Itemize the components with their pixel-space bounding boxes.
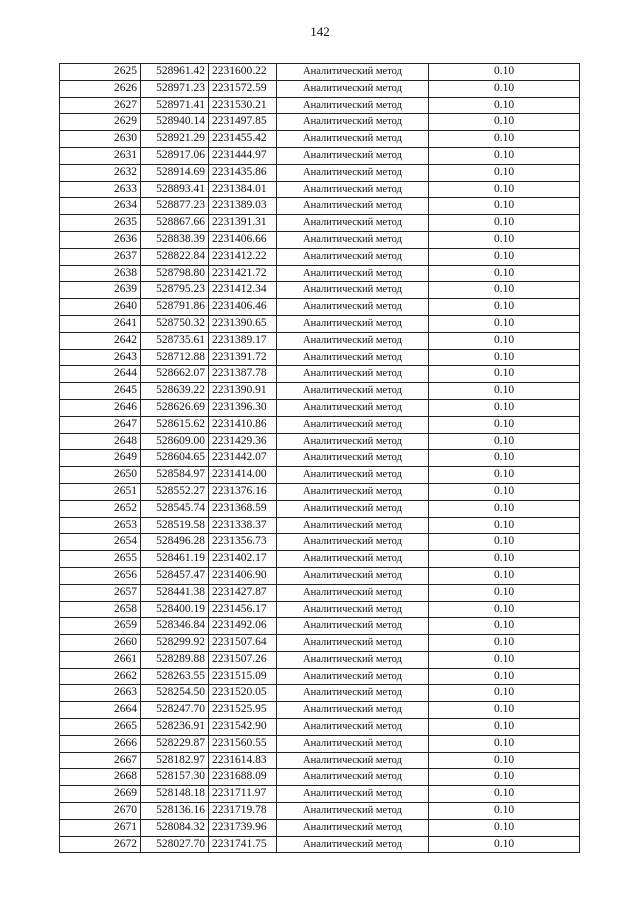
x-coordinate-cell: 528940.14 bbox=[141, 114, 209, 131]
table-row bbox=[60, 735, 580, 752]
accuracy-cell: 0.10 bbox=[429, 399, 580, 416]
x-coordinate-cell: 528877.23 bbox=[141, 198, 209, 215]
y-coordinate-cell: 2231391.31 bbox=[209, 215, 277, 232]
x-coordinate-cell: 528917.06 bbox=[141, 147, 209, 164]
y-coordinate-cell: 2231560.55 bbox=[209, 735, 277, 752]
table-row bbox=[60, 349, 580, 366]
point-number-cell: 2636 bbox=[60, 231, 141, 248]
point-number-cell: 2654 bbox=[60, 534, 141, 551]
x-coordinate-cell: 528893.41 bbox=[141, 181, 209, 198]
method-cell: Аналитический метод bbox=[277, 719, 429, 736]
point-number-cell: 2649 bbox=[60, 450, 141, 467]
x-coordinate-cell: 528182.97 bbox=[141, 752, 209, 769]
x-coordinate-cell: 528441.38 bbox=[141, 584, 209, 601]
point-number-cell: 2646 bbox=[60, 399, 141, 416]
method-cell: Аналитический метод bbox=[277, 299, 429, 316]
x-coordinate-cell: 528615.62 bbox=[141, 416, 209, 433]
y-coordinate-cell: 2231410.86 bbox=[209, 416, 277, 433]
x-coordinate-cell: 528584.97 bbox=[141, 467, 209, 484]
table-row bbox=[60, 551, 580, 568]
table-row bbox=[60, 567, 580, 584]
x-coordinate-cell: 528247.70 bbox=[141, 702, 209, 719]
point-number-cell: 2653 bbox=[60, 517, 141, 534]
y-coordinate-cell: 2231412.22 bbox=[209, 248, 277, 265]
accuracy-cell: 0.10 bbox=[429, 164, 580, 181]
point-number-cell: 2631 bbox=[60, 147, 141, 164]
x-coordinate-cell: 528921.29 bbox=[141, 131, 209, 148]
x-coordinate-cell: 528299.92 bbox=[141, 635, 209, 652]
table-row bbox=[60, 181, 580, 198]
accuracy-cell: 0.10 bbox=[429, 181, 580, 198]
y-coordinate-cell: 2231384.01 bbox=[209, 181, 277, 198]
table-row bbox=[60, 534, 580, 551]
accuracy-cell: 0.10 bbox=[429, 752, 580, 769]
method-cell: Аналитический метод bbox=[277, 618, 429, 635]
table-row bbox=[60, 147, 580, 164]
x-coordinate-cell: 528609.00 bbox=[141, 433, 209, 450]
x-coordinate-cell: 528822.84 bbox=[141, 248, 209, 265]
method-cell: Аналитический метод bbox=[277, 685, 429, 702]
y-coordinate-cell: 2231387.78 bbox=[209, 366, 277, 383]
y-coordinate-cell: 2231390.91 bbox=[209, 383, 277, 400]
table-row bbox=[60, 366, 580, 383]
table-row bbox=[60, 299, 580, 316]
table-row bbox=[60, 282, 580, 299]
table-row bbox=[60, 836, 580, 853]
point-number-cell: 2634 bbox=[60, 198, 141, 215]
method-cell: Аналитический метод bbox=[277, 517, 429, 534]
accuracy-cell: 0.10 bbox=[429, 685, 580, 702]
point-number-cell: 2637 bbox=[60, 248, 141, 265]
accuracy-cell: 0.10 bbox=[429, 114, 580, 131]
x-coordinate-cell: 528798.80 bbox=[141, 265, 209, 282]
accuracy-cell: 0.10 bbox=[429, 80, 580, 97]
point-number-cell: 2626 bbox=[60, 80, 141, 97]
point-number-cell: 2640 bbox=[60, 299, 141, 316]
y-coordinate-cell: 2231368.59 bbox=[209, 500, 277, 517]
accuracy-cell: 0.10 bbox=[429, 517, 580, 534]
y-coordinate-cell: 2231507.26 bbox=[209, 651, 277, 668]
table-row bbox=[60, 416, 580, 433]
table-row bbox=[60, 231, 580, 248]
y-coordinate-cell: 2231525.95 bbox=[209, 702, 277, 719]
point-number-cell: 2652 bbox=[60, 500, 141, 517]
accuracy-cell: 0.10 bbox=[429, 248, 580, 265]
table-row bbox=[60, 332, 580, 349]
method-cell: Аналитический метод bbox=[277, 131, 429, 148]
accuracy-cell: 0.10 bbox=[429, 786, 580, 803]
table-row bbox=[60, 702, 580, 719]
x-coordinate-cell: 528961.42 bbox=[141, 64, 209, 81]
y-coordinate-cell: 2231572.59 bbox=[209, 80, 277, 97]
y-coordinate-cell: 2231741.75 bbox=[209, 836, 277, 853]
table-row bbox=[60, 719, 580, 736]
method-cell: Аналитический метод bbox=[277, 567, 429, 584]
method-cell: Аналитический метод bbox=[277, 836, 429, 853]
method-cell: Аналитический метод bbox=[277, 248, 429, 265]
method-cell: Аналитический метод bbox=[277, 215, 429, 232]
x-coordinate-cell: 528626.69 bbox=[141, 399, 209, 416]
table-row bbox=[60, 433, 580, 450]
accuracy-cell: 0.10 bbox=[429, 366, 580, 383]
method-cell: Аналитический метод bbox=[277, 467, 429, 484]
method-cell: Аналитический метод bbox=[277, 735, 429, 752]
accuracy-cell: 0.10 bbox=[429, 836, 580, 853]
point-number-cell: 2656 bbox=[60, 567, 141, 584]
x-coordinate-cell: 528971.23 bbox=[141, 80, 209, 97]
table-row bbox=[60, 803, 580, 820]
x-coordinate-cell: 528867.66 bbox=[141, 215, 209, 232]
x-coordinate-cell: 528604.65 bbox=[141, 450, 209, 467]
point-number-cell: 2668 bbox=[60, 769, 141, 786]
method-cell: Аналитический метод bbox=[277, 383, 429, 400]
table-row bbox=[60, 198, 580, 215]
accuracy-cell: 0.10 bbox=[429, 584, 580, 601]
table-row bbox=[60, 752, 580, 769]
y-coordinate-cell: 2231455.42 bbox=[209, 131, 277, 148]
accuracy-cell: 0.10 bbox=[429, 282, 580, 299]
table-row bbox=[60, 786, 580, 803]
accuracy-cell: 0.10 bbox=[429, 231, 580, 248]
accuracy-cell: 0.10 bbox=[429, 198, 580, 215]
accuracy-cell: 0.10 bbox=[429, 601, 580, 618]
method-cell: Аналитический метод bbox=[277, 803, 429, 820]
method-cell: Аналитический метод bbox=[277, 164, 429, 181]
x-coordinate-cell: 528552.27 bbox=[141, 483, 209, 500]
point-number-cell: 2670 bbox=[60, 803, 141, 820]
y-coordinate-cell: 2231402.17 bbox=[209, 551, 277, 568]
x-coordinate-cell: 528712.88 bbox=[141, 349, 209, 366]
accuracy-cell: 0.10 bbox=[429, 567, 580, 584]
point-number-cell: 2671 bbox=[60, 819, 141, 836]
y-coordinate-cell: 2231396.30 bbox=[209, 399, 277, 416]
table-row bbox=[60, 651, 580, 668]
table-row bbox=[60, 114, 580, 131]
method-cell: Аналитический метод bbox=[277, 651, 429, 668]
y-coordinate-cell: 2231719.78 bbox=[209, 803, 277, 820]
y-coordinate-cell: 2231338.37 bbox=[209, 517, 277, 534]
table-row bbox=[60, 215, 580, 232]
y-coordinate-cell: 2231492.06 bbox=[209, 618, 277, 635]
x-coordinate-cell: 528236.91 bbox=[141, 719, 209, 736]
y-coordinate-cell: 2231412.34 bbox=[209, 282, 277, 299]
method-cell: Аналитический метод bbox=[277, 416, 429, 433]
point-number-cell: 2630 bbox=[60, 131, 141, 148]
method-cell: Аналитический метод bbox=[277, 366, 429, 383]
x-coordinate-cell: 528639.22 bbox=[141, 383, 209, 400]
point-number-cell: 2657 bbox=[60, 584, 141, 601]
table-row bbox=[60, 769, 580, 786]
accuracy-cell: 0.10 bbox=[429, 215, 580, 232]
accuracy-cell: 0.10 bbox=[429, 719, 580, 736]
point-number-cell: 2643 bbox=[60, 349, 141, 366]
method-cell: Аналитический метод bbox=[277, 601, 429, 618]
accuracy-cell: 0.10 bbox=[429, 735, 580, 752]
table-row bbox=[60, 131, 580, 148]
point-number-cell: 2645 bbox=[60, 383, 141, 400]
point-number-cell: 2625 bbox=[60, 64, 141, 81]
method-cell: Аналитический метод bbox=[277, 786, 429, 803]
method-cell: Аналитический метод bbox=[277, 332, 429, 349]
accuracy-cell: 0.10 bbox=[429, 551, 580, 568]
method-cell: Аналитический метод bbox=[277, 147, 429, 164]
y-coordinate-cell: 2231444.97 bbox=[209, 147, 277, 164]
y-coordinate-cell: 2231391.72 bbox=[209, 349, 277, 366]
accuracy-cell: 0.10 bbox=[429, 299, 580, 316]
point-number-cell: 2641 bbox=[60, 315, 141, 332]
x-coordinate-cell: 528914.69 bbox=[141, 164, 209, 181]
point-number-cell: 2639 bbox=[60, 282, 141, 299]
point-number-cell: 2647 bbox=[60, 416, 141, 433]
y-coordinate-cell: 2231442.07 bbox=[209, 450, 277, 467]
point-number-cell: 2633 bbox=[60, 181, 141, 198]
table-row bbox=[60, 450, 580, 467]
x-coordinate-cell: 528289.88 bbox=[141, 651, 209, 668]
method-cell: Аналитический метод bbox=[277, 114, 429, 131]
method-cell: Аналитический метод bbox=[277, 315, 429, 332]
x-coordinate-cell: 528229.87 bbox=[141, 735, 209, 752]
table-row bbox=[60, 618, 580, 635]
accuracy-cell: 0.10 bbox=[429, 500, 580, 517]
method-cell: Аналитический метод bbox=[277, 181, 429, 198]
method-cell: Аналитический метод bbox=[277, 450, 429, 467]
y-coordinate-cell: 2231456.17 bbox=[209, 601, 277, 618]
method-cell: Аналитический метод bbox=[277, 702, 429, 719]
y-coordinate-cell: 2231739.96 bbox=[209, 819, 277, 836]
table-row bbox=[60, 635, 580, 652]
point-number-cell: 2660 bbox=[60, 635, 141, 652]
method-cell: Аналитический метод bbox=[277, 97, 429, 114]
y-coordinate-cell: 2231414.00 bbox=[209, 467, 277, 484]
table-row bbox=[60, 64, 580, 81]
x-coordinate-cell: 528027.70 bbox=[141, 836, 209, 853]
y-coordinate-cell: 2231427.87 bbox=[209, 584, 277, 601]
table-row bbox=[60, 315, 580, 332]
coordinates-table-body bbox=[60, 64, 580, 853]
method-cell: Аналитический метод bbox=[277, 231, 429, 248]
accuracy-cell: 0.10 bbox=[429, 651, 580, 668]
method-cell: Аналитический метод bbox=[277, 819, 429, 836]
table-row bbox=[60, 601, 580, 618]
method-cell: Аналитический метод bbox=[277, 635, 429, 652]
point-number-cell: 2655 bbox=[60, 551, 141, 568]
method-cell: Аналитический метод bbox=[277, 534, 429, 551]
x-coordinate-cell: 528791.86 bbox=[141, 299, 209, 316]
table-row bbox=[60, 685, 580, 702]
y-coordinate-cell: 2231507.64 bbox=[209, 635, 277, 652]
accuracy-cell: 0.10 bbox=[429, 97, 580, 114]
x-coordinate-cell: 528545.74 bbox=[141, 500, 209, 517]
method-cell: Аналитический метод bbox=[277, 668, 429, 685]
y-coordinate-cell: 2231600.22 bbox=[209, 64, 277, 81]
table-row bbox=[60, 164, 580, 181]
point-number-cell: 2644 bbox=[60, 366, 141, 383]
y-coordinate-cell: 2231688.09 bbox=[209, 769, 277, 786]
table-row bbox=[60, 80, 580, 97]
point-number-cell: 2627 bbox=[60, 97, 141, 114]
accuracy-cell: 0.10 bbox=[429, 769, 580, 786]
y-coordinate-cell: 2231515.09 bbox=[209, 668, 277, 685]
x-coordinate-cell: 528838.39 bbox=[141, 231, 209, 248]
point-number-cell: 2661 bbox=[60, 651, 141, 668]
accuracy-cell: 0.10 bbox=[429, 383, 580, 400]
y-coordinate-cell: 2231376.16 bbox=[209, 483, 277, 500]
method-cell: Аналитический метод bbox=[277, 399, 429, 416]
accuracy-cell: 0.10 bbox=[429, 265, 580, 282]
table-row bbox=[60, 500, 580, 517]
page-number: 142 bbox=[310, 24, 330, 39]
method-cell: Аналитический метод bbox=[277, 584, 429, 601]
point-number-cell: 2650 bbox=[60, 467, 141, 484]
accuracy-cell: 0.10 bbox=[429, 668, 580, 685]
method-cell: Аналитический метод bbox=[277, 64, 429, 81]
table-row bbox=[60, 517, 580, 534]
x-coordinate-cell: 528971.41 bbox=[141, 97, 209, 114]
point-number-cell: 2651 bbox=[60, 483, 141, 500]
accuracy-cell: 0.10 bbox=[429, 534, 580, 551]
x-coordinate-cell: 528263.55 bbox=[141, 668, 209, 685]
point-number-cell: 2672 bbox=[60, 836, 141, 853]
accuracy-cell: 0.10 bbox=[429, 433, 580, 450]
x-coordinate-cell: 528254.50 bbox=[141, 685, 209, 702]
point-number-cell: 2638 bbox=[60, 265, 141, 282]
table-row bbox=[60, 399, 580, 416]
table-row bbox=[60, 248, 580, 265]
point-number-cell: 2669 bbox=[60, 786, 141, 803]
table-row bbox=[60, 467, 580, 484]
accuracy-cell: 0.10 bbox=[429, 803, 580, 820]
accuracy-cell: 0.10 bbox=[429, 349, 580, 366]
table-row bbox=[60, 265, 580, 282]
method-cell: Аналитический метод bbox=[277, 349, 429, 366]
point-number-cell: 2648 bbox=[60, 433, 141, 450]
y-coordinate-cell: 2231711.97 bbox=[209, 786, 277, 803]
point-number-cell: 2635 bbox=[60, 215, 141, 232]
accuracy-cell: 0.10 bbox=[429, 450, 580, 467]
x-coordinate-cell: 528461.19 bbox=[141, 551, 209, 568]
y-coordinate-cell: 2231421.72 bbox=[209, 265, 277, 282]
accuracy-cell: 0.10 bbox=[429, 315, 580, 332]
y-coordinate-cell: 2231406.90 bbox=[209, 567, 277, 584]
y-coordinate-cell: 2231389.17 bbox=[209, 332, 277, 349]
y-coordinate-cell: 2231390.65 bbox=[209, 315, 277, 332]
table-row bbox=[60, 668, 580, 685]
x-coordinate-cell: 528735.61 bbox=[141, 332, 209, 349]
x-coordinate-cell: 528157.30 bbox=[141, 769, 209, 786]
point-number-cell: 2665 bbox=[60, 719, 141, 736]
table-row bbox=[60, 483, 580, 500]
method-cell: Аналитический метод bbox=[277, 752, 429, 769]
accuracy-cell: 0.10 bbox=[429, 131, 580, 148]
accuracy-cell: 0.10 bbox=[429, 618, 580, 635]
point-number-cell: 2666 bbox=[60, 735, 141, 752]
y-coordinate-cell: 2231520.05 bbox=[209, 685, 277, 702]
table-row bbox=[60, 97, 580, 114]
accuracy-cell: 0.10 bbox=[429, 819, 580, 836]
method-cell: Аналитический метод bbox=[277, 282, 429, 299]
table-row bbox=[60, 584, 580, 601]
point-number-cell: 2667 bbox=[60, 752, 141, 769]
y-coordinate-cell: 2231497.85 bbox=[209, 114, 277, 131]
method-cell: Аналитический метод bbox=[277, 769, 429, 786]
method-cell: Аналитический метод bbox=[277, 551, 429, 568]
method-cell: Аналитический метод bbox=[277, 500, 429, 517]
point-number-cell: 2662 bbox=[60, 668, 141, 685]
x-coordinate-cell: 528519.58 bbox=[141, 517, 209, 534]
coordinates-table bbox=[59, 63, 580, 853]
x-coordinate-cell: 528457.47 bbox=[141, 567, 209, 584]
method-cell: Аналитический метод bbox=[277, 265, 429, 282]
table-row bbox=[60, 819, 580, 836]
y-coordinate-cell: 2231406.46 bbox=[209, 299, 277, 316]
point-number-cell: 2663 bbox=[60, 685, 141, 702]
y-coordinate-cell: 2231435.86 bbox=[209, 164, 277, 181]
x-coordinate-cell: 528750.32 bbox=[141, 315, 209, 332]
point-number-cell: 2664 bbox=[60, 702, 141, 719]
table-row bbox=[60, 383, 580, 400]
x-coordinate-cell: 528136.16 bbox=[141, 803, 209, 820]
accuracy-cell: 0.10 bbox=[429, 332, 580, 349]
accuracy-cell: 0.10 bbox=[429, 483, 580, 500]
accuracy-cell: 0.10 bbox=[429, 467, 580, 484]
point-number-cell: 2629 bbox=[60, 114, 141, 131]
y-coordinate-cell: 2231530.21 bbox=[209, 97, 277, 114]
point-number-cell: 2632 bbox=[60, 164, 141, 181]
x-coordinate-cell: 528795.23 bbox=[141, 282, 209, 299]
x-coordinate-cell: 528148.18 bbox=[141, 786, 209, 803]
x-coordinate-cell: 528496.28 bbox=[141, 534, 209, 551]
point-number-cell: 2659 bbox=[60, 618, 141, 635]
y-coordinate-cell: 2231356.73 bbox=[209, 534, 277, 551]
accuracy-cell: 0.10 bbox=[429, 416, 580, 433]
y-coordinate-cell: 2231406.66 bbox=[209, 231, 277, 248]
y-coordinate-cell: 2231614.83 bbox=[209, 752, 277, 769]
method-cell: Аналитический метод bbox=[277, 433, 429, 450]
accuracy-cell: 0.10 bbox=[429, 64, 580, 81]
y-coordinate-cell: 2231429.36 bbox=[209, 433, 277, 450]
x-coordinate-cell: 528662.07 bbox=[141, 366, 209, 383]
x-coordinate-cell: 528400.19 bbox=[141, 601, 209, 618]
method-cell: Аналитический метод bbox=[277, 198, 429, 215]
x-coordinate-cell: 528084.32 bbox=[141, 819, 209, 836]
method-cell: Аналитический метод bbox=[277, 80, 429, 97]
x-coordinate-cell: 528346.84 bbox=[141, 618, 209, 635]
point-number-cell: 2642 bbox=[60, 332, 141, 349]
accuracy-cell: 0.10 bbox=[429, 702, 580, 719]
accuracy-cell: 0.10 bbox=[429, 147, 580, 164]
method-cell: Аналитический метод bbox=[277, 483, 429, 500]
accuracy-cell: 0.10 bbox=[429, 635, 580, 652]
y-coordinate-cell: 2231389.03 bbox=[209, 198, 277, 215]
y-coordinate-cell: 2231542.90 bbox=[209, 719, 277, 736]
point-number-cell: 2658 bbox=[60, 601, 141, 618]
